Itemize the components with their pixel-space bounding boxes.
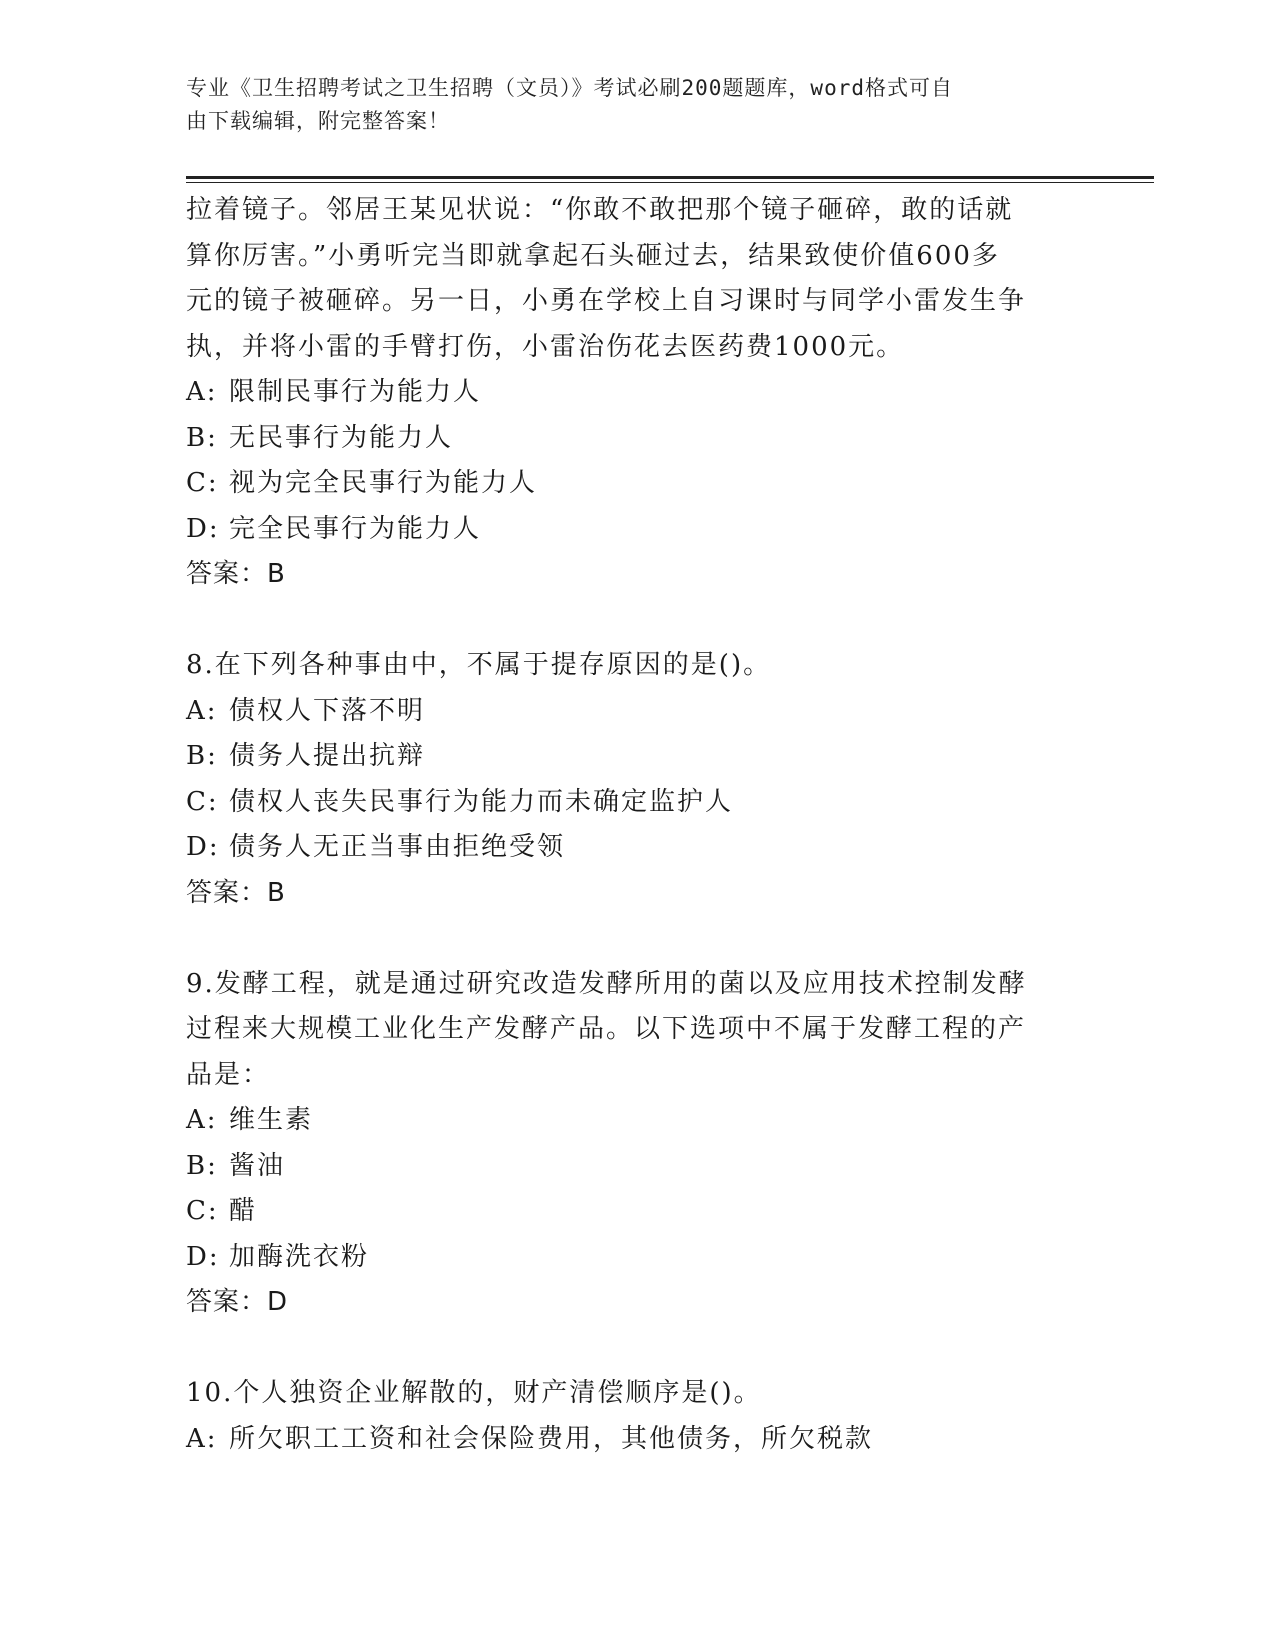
option-a	[186, 370, 1066, 416]
option-d	[186, 1235, 1066, 1281]
question-text-line: 10.个人独资企业解散的，财产清偿顺序是()。	[186, 1378, 762, 1408]
question-10	[186, 1371, 1066, 1462]
option-letter: B:	[186, 1150, 218, 1181]
option-a	[186, 1098, 1066, 1144]
option-letter: C:	[186, 1196, 219, 1226]
option-letter: C:	[186, 786, 219, 817]
option-text: 债权人丧失民事行为能力而未确定监护人	[229, 786, 734, 817]
question-spacer	[186, 916, 1066, 962]
option-c	[186, 1189, 1066, 1235]
option-text: 债务人无正当事由拒绝受领	[229, 832, 566, 862]
option-letter: C:	[186, 468, 219, 498]
document-header	[186, 72, 1066, 138]
option-b	[186, 734, 1066, 780]
option-text: 视为完全民事行为能力人	[229, 468, 538, 498]
option-letter: B:	[186, 741, 218, 771]
option-a	[186, 689, 1066, 735]
question-text-line: 过程来大规模工业化生产发酵产品。以下选项中不属于发酵工程的产	[186, 1014, 1027, 1044]
option-text: 所欠职工工资和社会保险费用，其他债务，所欠税款	[229, 1423, 874, 1454]
option-text: 酱油	[229, 1150, 286, 1181]
option-c	[186, 780, 1066, 826]
header-line-1: 专业《卫生招聘考试之卫生招聘（文员）》考试必刷200题题库，word格式可自	[186, 76, 953, 100]
option-text: 完全民事行为能力人	[229, 513, 482, 544]
header-rule-thin	[186, 182, 1154, 183]
header-line-2: 由下载编辑，附完整答案！	[186, 109, 450, 133]
answer-line: 答案：B	[186, 559, 286, 589]
question-text-line: 9.发酵工程，就是通过研究改造发酵所用的菌以及应用技术控制发酵	[186, 968, 1027, 999]
option-text: 醋	[229, 1196, 258, 1226]
question-spacer	[186, 598, 1066, 644]
option-text: 无民事行为能力人	[229, 422, 454, 453]
option-letter: A:	[186, 1105, 218, 1135]
option-letter: D:	[186, 513, 220, 544]
question-9	[186, 962, 1066, 1326]
question-7	[186, 188, 1066, 598]
option-letter: B:	[186, 422, 218, 453]
question-spacer	[186, 1326, 1066, 1372]
option-text: 维生素	[229, 1105, 314, 1135]
question-text-line: 8.在下列各种事由中，不属于提存原因的是()。	[186, 650, 772, 680]
question-text-line: 执，并将小雷的手臂打伤，小雷治伤花去医药费1000元。	[186, 331, 905, 362]
option-d	[186, 507, 1066, 553]
question-8	[186, 643, 1066, 916]
question-text-line: 拉着镜子。邻居王某见状说：“你敢不敢把那个镜子砸碎，敢的话就	[186, 195, 1014, 225]
option-letter: A:	[186, 377, 218, 407]
option-letter: D:	[186, 1241, 220, 1272]
option-letter: D:	[186, 832, 220, 862]
option-letter: A:	[186, 1423, 218, 1454]
option-c	[186, 461, 1066, 507]
header-rule-thick	[186, 176, 1154, 179]
option-text: 限制民事行为能力人	[229, 377, 482, 407]
option-text: 债权人下落不明	[229, 695, 426, 726]
option-text: 加酶洗衣粉	[229, 1241, 370, 1272]
option-b	[186, 1144, 1066, 1190]
option-letter: A:	[186, 695, 218, 726]
answer-line: 答案：D	[186, 1287, 289, 1317]
question-text-line: 算你厉害。”小勇听完当即就拿起石头砸过去，结果致使价值600多	[186, 240, 1000, 271]
question-content	[186, 188, 1066, 1462]
option-b	[186, 416, 1066, 462]
answer-line: 答案：B	[186, 877, 286, 908]
question-text-line: 元的镜子被砸碎。另一日，小勇在学校上自习课时与同学小雷发生争	[186, 286, 1027, 316]
option-d	[186, 825, 1066, 871]
question-text-line: 品是：	[186, 1059, 271, 1090]
option-a	[186, 1417, 1066, 1463]
option-text: 债务人提出抗辩	[229, 741, 426, 771]
